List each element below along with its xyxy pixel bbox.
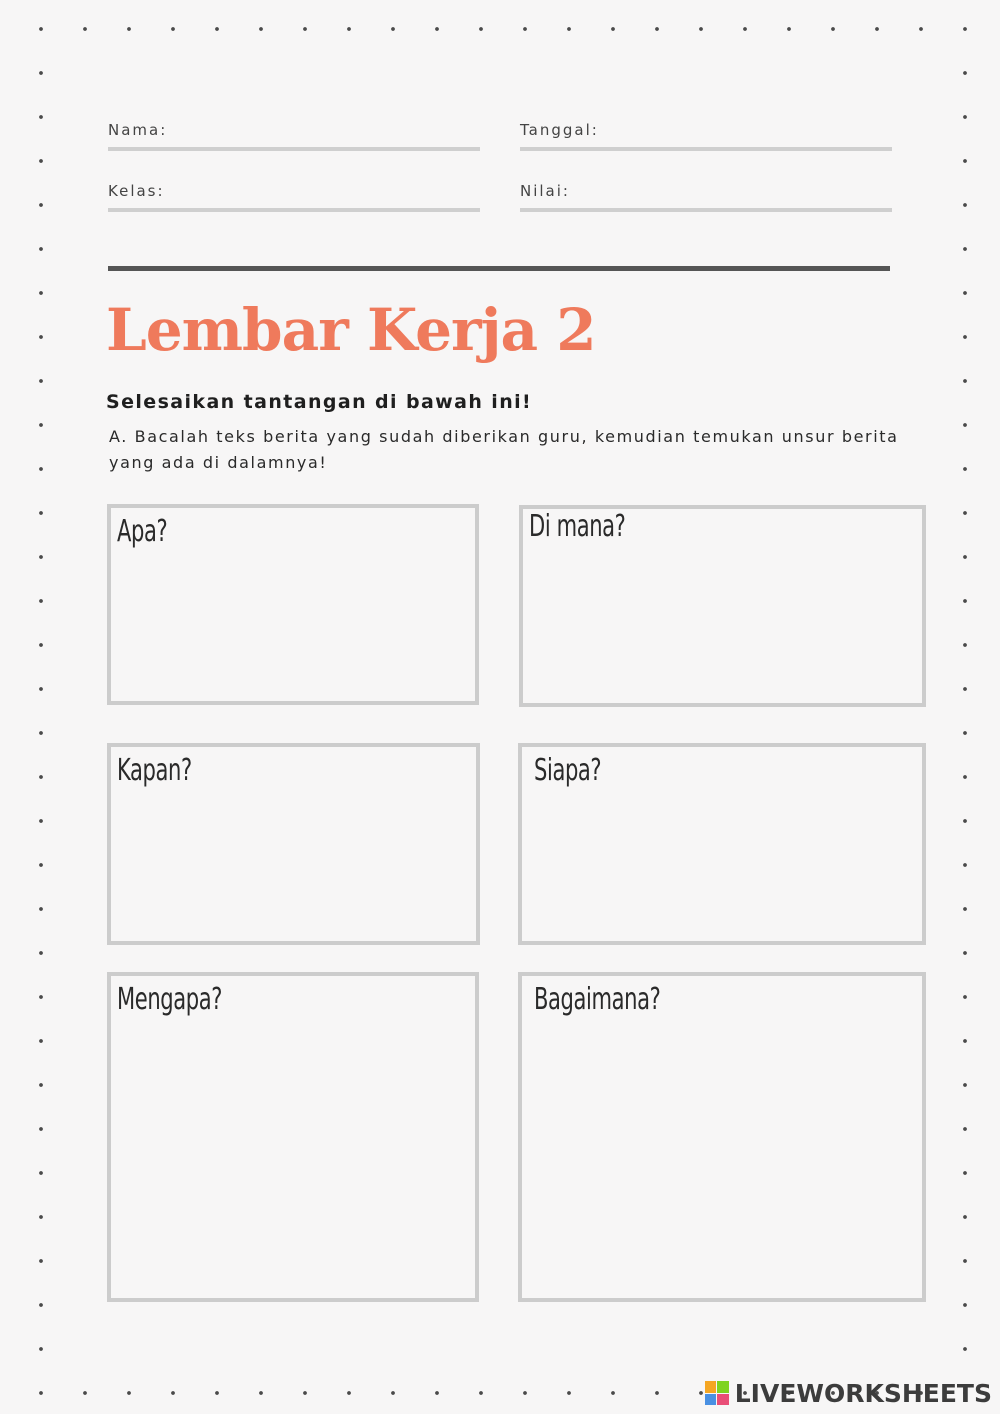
answer-box-siapa-label: Siapa? (534, 753, 602, 788)
logo-square-4 (717, 1394, 729, 1406)
divider-rule (108, 266, 890, 271)
instruction-text: A. Bacalah teks berita yang sudah diberikan guru, kemudian temukan unsur berita yang ada di dalamnya! (109, 427, 899, 472)
answer-box-di-mana-label: Di mana? (529, 509, 626, 544)
logo-square-3 (705, 1394, 717, 1406)
answer-box-apa-label: Apa? (117, 514, 168, 549)
answer-box-mengapa[interactable] (107, 972, 479, 1302)
field-nama (108, 121, 480, 151)
field-nilai (520, 182, 892, 212)
answer-box-bagaimana-label: Bagaimana? (534, 982, 661, 1017)
liveworksheets-logo-icon (705, 1381, 729, 1405)
field-nilai-line[interactable] (520, 208, 892, 212)
field-kelas-label: Kelas: (108, 182, 165, 200)
field-kelas-line[interactable] (108, 208, 480, 212)
field-tanggal-line[interactable] (520, 147, 892, 151)
field-nama-line[interactable] (108, 147, 480, 151)
liveworksheets-brand[interactable] (705, 1378, 992, 1408)
page-title: Lembar Kerja 2 (106, 296, 596, 364)
answer-box-kapan-label: Kapan? (117, 753, 192, 788)
answer-box-bagaimana[interactable] (518, 972, 926, 1302)
logo-square-1 (705, 1381, 717, 1393)
field-tanggal (520, 121, 892, 151)
answer-box-di-mana[interactable] (519, 505, 926, 707)
answer-box-apa[interactable] (107, 504, 479, 705)
answer-box-kapan[interactable] (107, 743, 480, 945)
page-subtitle: Selesaikan tantangan di bawah ini! (106, 391, 533, 413)
logo-square-2 (717, 1381, 729, 1393)
answer-box-siapa[interactable] (518, 743, 926, 945)
field-kelas (108, 182, 480, 212)
field-tanggal-label: Tanggal: (520, 121, 599, 139)
answer-box-mengapa-label: Mengapa? (117, 982, 223, 1017)
liveworksheets-wordmark: LIVEWORKSHEETS (734, 1378, 992, 1408)
field-nilai-label: Nilai: (520, 182, 570, 200)
field-nama-label: Nama: (108, 121, 168, 139)
